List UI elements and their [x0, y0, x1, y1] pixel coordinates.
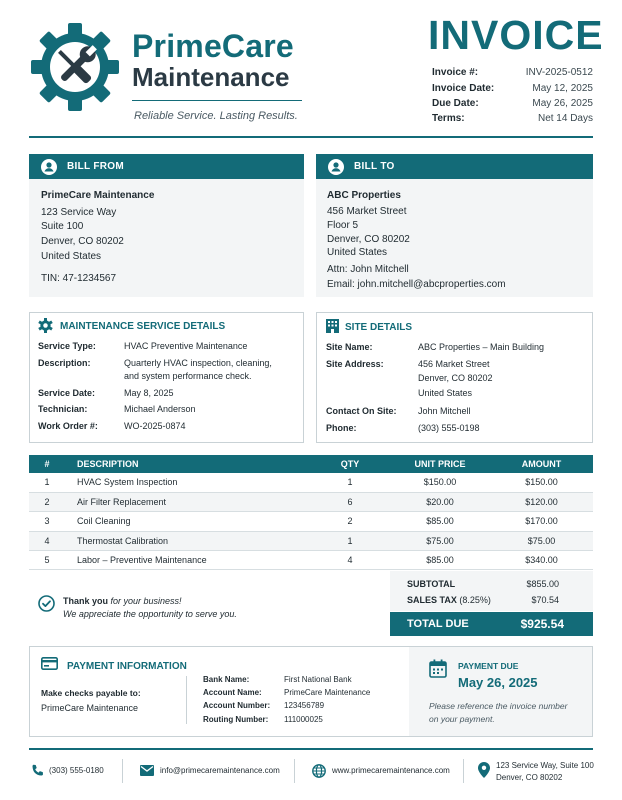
table-header-row: [29, 455, 593, 473]
col-header-amount: AMOUNT: [490, 455, 593, 473]
row-number: 3: [29, 512, 65, 531]
contact-value: John Mitchell: [418, 406, 471, 416]
bill-to-line: Denver, CO 80202: [327, 234, 410, 245]
bill-from-heading: BILL FROM: [67, 161, 124, 172]
footer-divider: [29, 748, 593, 750]
thank-you-bold: Thank you: [63, 596, 109, 606]
row-number: 5: [29, 551, 65, 570]
footer-email[interactable]: info@primecaremaintenance.com: [160, 766, 280, 775]
sales-tax-label: [407, 595, 491, 605]
subtotal-label: SUBTOTAL: [407, 579, 456, 589]
bill-from-line: 123 Service Way: [41, 207, 117, 218]
routing-number-value: 111000025: [284, 715, 323, 724]
col-header-qty: QTY: [310, 455, 390, 473]
account-name-value: PrimeCare Maintenance: [284, 688, 371, 697]
account-number-label: Account Number:: [203, 701, 271, 710]
footer-phone[interactable]: (303) 555-0180: [49, 766, 104, 775]
row-qty: 1: [310, 531, 390, 550]
bill-to-line: United States: [327, 247, 388, 258]
invoice-number-value: INV-2025-0512: [525, 67, 593, 78]
service-type-label: Service Type:: [38, 341, 96, 351]
gear-icon: [38, 318, 53, 333]
payment-due-date: May 26, 2025: [458, 675, 538, 690]
row-amount: $120.00: [490, 492, 593, 511]
row-description: Labor – Preventive Maintenance: [65, 551, 310, 570]
sales-tax-label-text: SALES TAX: [407, 595, 457, 605]
total-due-label: TOTAL DUE: [407, 618, 469, 630]
totals-panel: [390, 571, 593, 611]
phone-icon: [31, 764, 44, 777]
service-details-heading: MAINTENANCE SERVICE DETAILS: [60, 321, 226, 332]
bill-to-line: Floor 5: [327, 220, 359, 231]
payable-label: Make checks payable to:: [41, 688, 141, 698]
bill-to-line: 456 Market Street: [327, 206, 407, 217]
bill-from-line: Denver, CO 80202: [41, 236, 124, 247]
subtotal-value: $855.00: [526, 579, 559, 589]
bill-from-header: [29, 154, 304, 179]
bill-from-tin: TIN: 47-1234567: [41, 273, 117, 284]
row-description: HVAC System Inspection: [65, 473, 310, 492]
row-unit-price: $85.00: [390, 512, 490, 531]
person-icon: [41, 159, 57, 175]
line-items-table: [29, 455, 593, 570]
card-icon: [41, 657, 58, 670]
payment-heading: PAYMENT INFORMATION: [67, 661, 187, 672]
check-circle-icon: [38, 595, 55, 612]
globe-icon: [312, 764, 326, 778]
service-date-label: Service Date:: [38, 388, 96, 398]
row-number: 1: [29, 473, 65, 492]
account-number-value: 123456789: [284, 701, 325, 710]
description-line2: and system performance check.: [124, 371, 252, 381]
thank-you-rest: for your business!: [108, 596, 182, 606]
row-description: Coil Cleaning: [65, 512, 310, 531]
bill-from-line: Suite 100: [41, 221, 84, 232]
logo-gear-wrench-icon: [30, 22, 120, 112]
map-pin-icon: [478, 762, 490, 778]
sales-tax-value: $70.54: [531, 595, 559, 605]
footer-separator: [463, 759, 464, 783]
bank-name-label: Bank Name:: [203, 675, 250, 684]
description-label: Description:: [38, 358, 91, 368]
bill-to-header: [316, 154, 593, 179]
row-amount: $75.00: [490, 531, 593, 550]
footer-address-line1: 123 Service Way, Suite 100: [496, 761, 594, 770]
phone-label: Phone:: [326, 423, 357, 433]
service-date-value: May 8, 2025: [124, 388, 174, 398]
brand-name-line1: PrimeCare: [132, 28, 294, 64]
bill-to-name: ABC Properties: [327, 190, 401, 201]
row-qty: 4: [310, 551, 390, 570]
due-date-value: May 26, 2025: [532, 98, 593, 109]
terms-value: Net 14 Days: [537, 113, 593, 124]
bill-to-heading: BILL TO: [354, 161, 395, 172]
row-unit-price: $150.00: [390, 473, 490, 492]
row-qty: 6: [310, 492, 390, 511]
row-unit-price: $20.00: [390, 492, 490, 511]
footer-separator: [122, 759, 123, 783]
brand-divider: [132, 100, 302, 101]
table-row: [29, 531, 593, 550]
work-order-label: Work Order #:: [38, 421, 98, 431]
site-address-line: United States: [418, 388, 473, 398]
routing-number-label: Routing Number:: [203, 715, 269, 724]
row-number: 2: [29, 492, 65, 511]
invoice-number-label: Invoice #:: [432, 67, 479, 78]
person-icon: [328, 159, 344, 175]
row-unit-price: $75.00: [390, 531, 490, 550]
table-row: [29, 473, 593, 492]
payment-note-line2: on your payment.: [429, 714, 495, 724]
site-address-line: Denver, CO 80202: [418, 373, 493, 383]
phone-value: (303) 555-0198: [418, 423, 480, 433]
row-amount: $170.00: [490, 512, 593, 531]
bill-to-email: Email: john.mitchell@abcproperties.com: [327, 279, 506, 290]
payment-note-line1: Please reference the invoice number: [429, 701, 568, 711]
account-name-label: Account Name:: [203, 688, 262, 697]
thank-you-line: [63, 596, 182, 606]
bill-to-attn: Attn: John Mitchell: [327, 264, 409, 275]
invoice-date-label: Invoice Date:: [432, 83, 495, 94]
col-header-unit-price: UNIT PRICE: [390, 455, 490, 473]
col-header-number: #: [29, 455, 65, 473]
payable-to-value: PrimeCare Maintenance: [41, 703, 139, 713]
row-description: Thermostat Calibration: [65, 531, 310, 550]
bank-name-value: First National Bank: [284, 675, 352, 684]
site-address-line: 456 Market Street: [418, 359, 490, 369]
site-name-value: ABC Properties – Main Building: [418, 342, 545, 352]
sales-tax-rate: (8.25%): [459, 595, 491, 605]
table-row: [29, 492, 593, 511]
table-row: [29, 551, 593, 570]
contact-label: Contact On Site:: [326, 406, 397, 416]
footer-website[interactable]: www.primecaremaintenance.com: [332, 766, 450, 775]
col-header-description: DESCRIPTION: [65, 455, 310, 473]
row-unit-price: $85.00: [390, 551, 490, 570]
payment-due-heading: PAYMENT DUE: [458, 661, 519, 671]
bill-from-name: PrimeCare Maintenance: [41, 190, 155, 201]
row-qty: 2: [310, 512, 390, 531]
header-divider: [29, 136, 593, 138]
tagline: Reliable Service. Lasting Results.: [134, 110, 298, 122]
table-row: [29, 512, 593, 531]
site-details-heading: SITE DETAILS: [345, 322, 413, 333]
row-amount: $340.00: [490, 551, 593, 570]
total-due-value: $925.54: [520, 617, 564, 631]
row-amount: $150.00: [490, 473, 593, 492]
building-icon: [326, 319, 339, 333]
email-icon: [140, 765, 154, 776]
service-type-value: HVAC Preventive Maintenance: [124, 341, 248, 351]
site-address-label: Site Address:: [326, 359, 384, 369]
row-qty: 1: [310, 473, 390, 492]
work-order-value: WO-2025-0874: [124, 421, 186, 431]
bill-from-line: United States: [41, 251, 102, 262]
brand-name-line2: Maintenance: [132, 62, 290, 92]
footer-address-line2: Denver, CO 80202: [496, 773, 563, 782]
due-date-label: Due Date:: [432, 98, 479, 109]
payment-divider: [186, 676, 187, 724]
row-description: Air Filter Replacement: [65, 492, 310, 511]
description-line1: Quarterly HVAC inspection, cleaning,: [124, 358, 272, 368]
technician-label: Technician:: [38, 404, 88, 414]
footer-separator: [294, 759, 295, 783]
technician-value: Michael Anderson: [124, 404, 196, 414]
thank-you-note: We appreciate the opportunity to serve you.: [63, 609, 237, 619]
row-number: 4: [29, 531, 65, 550]
site-name-label: Site Name:: [326, 342, 373, 352]
calendar-icon: [429, 659, 447, 678]
invoice-date-value: May 12, 2025: [532, 83, 593, 94]
invoice-title: INVOICE: [428, 12, 604, 58]
terms-label: Terms:: [432, 113, 465, 124]
